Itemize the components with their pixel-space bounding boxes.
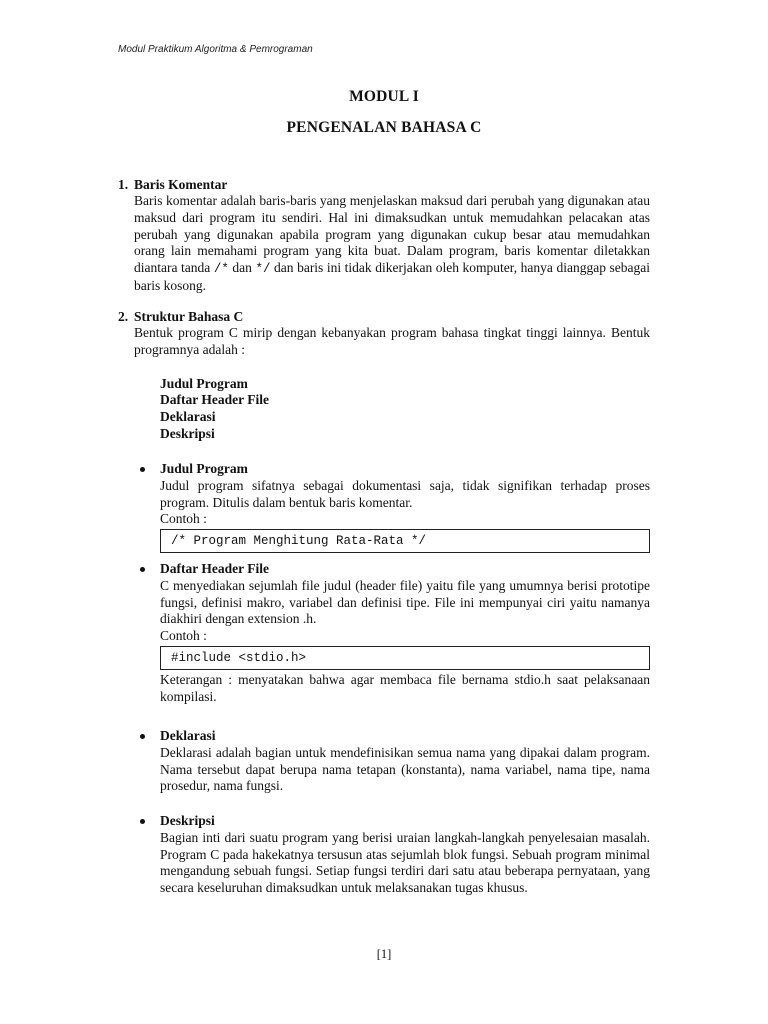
bullet-text: Judul program sifatnya sebagai dokumentasi saja, tidak signifikan terhadap proses program. Ditulis dalam bentuk baris komentar. [160,477,650,510]
running-header: Modul Praktikum Algoritma & Pemrograman [118,44,313,55]
page-number: [1] [376,947,392,961]
bullet-title: Deskripsi [160,813,215,828]
example-label: Contoh : [160,628,207,644]
section-heading [118,176,650,193]
comment-close-token: */ [255,262,271,277]
section-title: Baris Komentar [134,177,228,192]
code-example-box: #include <stdio.h> [160,646,650,670]
example-label: Contoh : [160,511,207,527]
program-structure-list [160,376,650,443]
bullet-dot-icon [140,734,145,739]
structure-item: Deklarasi [160,409,216,425]
code-example-box: /* Program Menghitung Rata-Rata */ [160,529,650,553]
bullet-judul-program [136,461,650,555]
section-heading [118,308,650,325]
structure-item: Deskripsi [160,425,215,441]
section-paragraph: Bentuk program C mirip dengan kebanyakan program bahasa tingkat tinggi lainnya. Bentuk programnya adalah : [134,325,650,357]
bullet-note: Keterangan : menyatakan bahwa agar membaca file bernama stdio.h saat pelaksanaan kompilasi. [160,671,650,704]
bullet-daftar-header-file [136,561,650,706]
bullet-dot-icon [140,467,145,472]
bullet-title: Judul Program [160,461,248,476]
section-paragraph [134,193,650,295]
bullet-deklarasi [136,728,650,795]
bullet-text: C menyediakan sejumlah file judul (header file) yaitu file yang umumnya berisi prototipe fungsi, definisi makro, variabel dan definisi tipe. File ini mempunyai ciri yaitu namanya diakhiri dengan extension .h. [160,577,650,627]
comment-open-token: /* [213,262,229,277]
bullet-title: Deklarasi [160,728,216,743]
section-baris-komentar [118,176,650,295]
structure-item: Judul Program [160,375,248,391]
bullet-title: Daftar Header File [160,561,269,576]
bullet-deskripsi [136,813,650,897]
module-topic-title: PENGENALAN BAHASA C [286,119,482,136]
bullet-text: Bagian inti dari suatu program yang berisi uraian langkah-langkah penyelesaian masalah. Program C pada hakekatnya tersusun atas sejumlah blok fungsi. Sebuah program minimal mengandung sebuah fungsi. Setiap fungsi terdiri dari satu atau beberapa pernyataan, yang secara keseluruhan dimaksudkan untuk melaksanakan tugas khusus. [160,829,650,896]
paragraph-text: dan baris ini tidak dikerjakan oleh komputer, hanya dianggap sebagai baris kosong. [134,260,650,293]
structure-item: Daftar Header File [160,392,269,408]
section-number: 2. [118,309,129,324]
section-title: Struktur Bahasa C [134,309,244,324]
module-number-title: MODUL I [349,88,419,105]
paragraph-text: dan [228,260,256,276]
bullet-dot-icon [140,567,145,572]
bullet-dot-icon [140,819,145,824]
section-number: 1. [118,177,129,192]
bullet-text: Deklarasi adalah bagian untuk mendefinisikan semua nama yang dipakai dalam program. Nama tersebut dapat berupa nama tetapan (konstanta), nama variabel, nama tipe, nama prosedur, nama fungsi. [160,744,650,794]
section-struktur-bahasa-c [118,308,650,443]
paragraph-text: Baris komentar adalah baris-baris yang menjelaskan maksud dari perubah yang digunakan atau maksud dari program itu sendiri. Hal ini dimaksudkan untuk memudahkan pelacakan atas perubah yang digunakan apabila program yang digunakan cukup besar atau memudahkan orang lain memahami program yang kita buat. Dalam program, baris komentar diletakkan diantara tanda [134,193,650,276]
